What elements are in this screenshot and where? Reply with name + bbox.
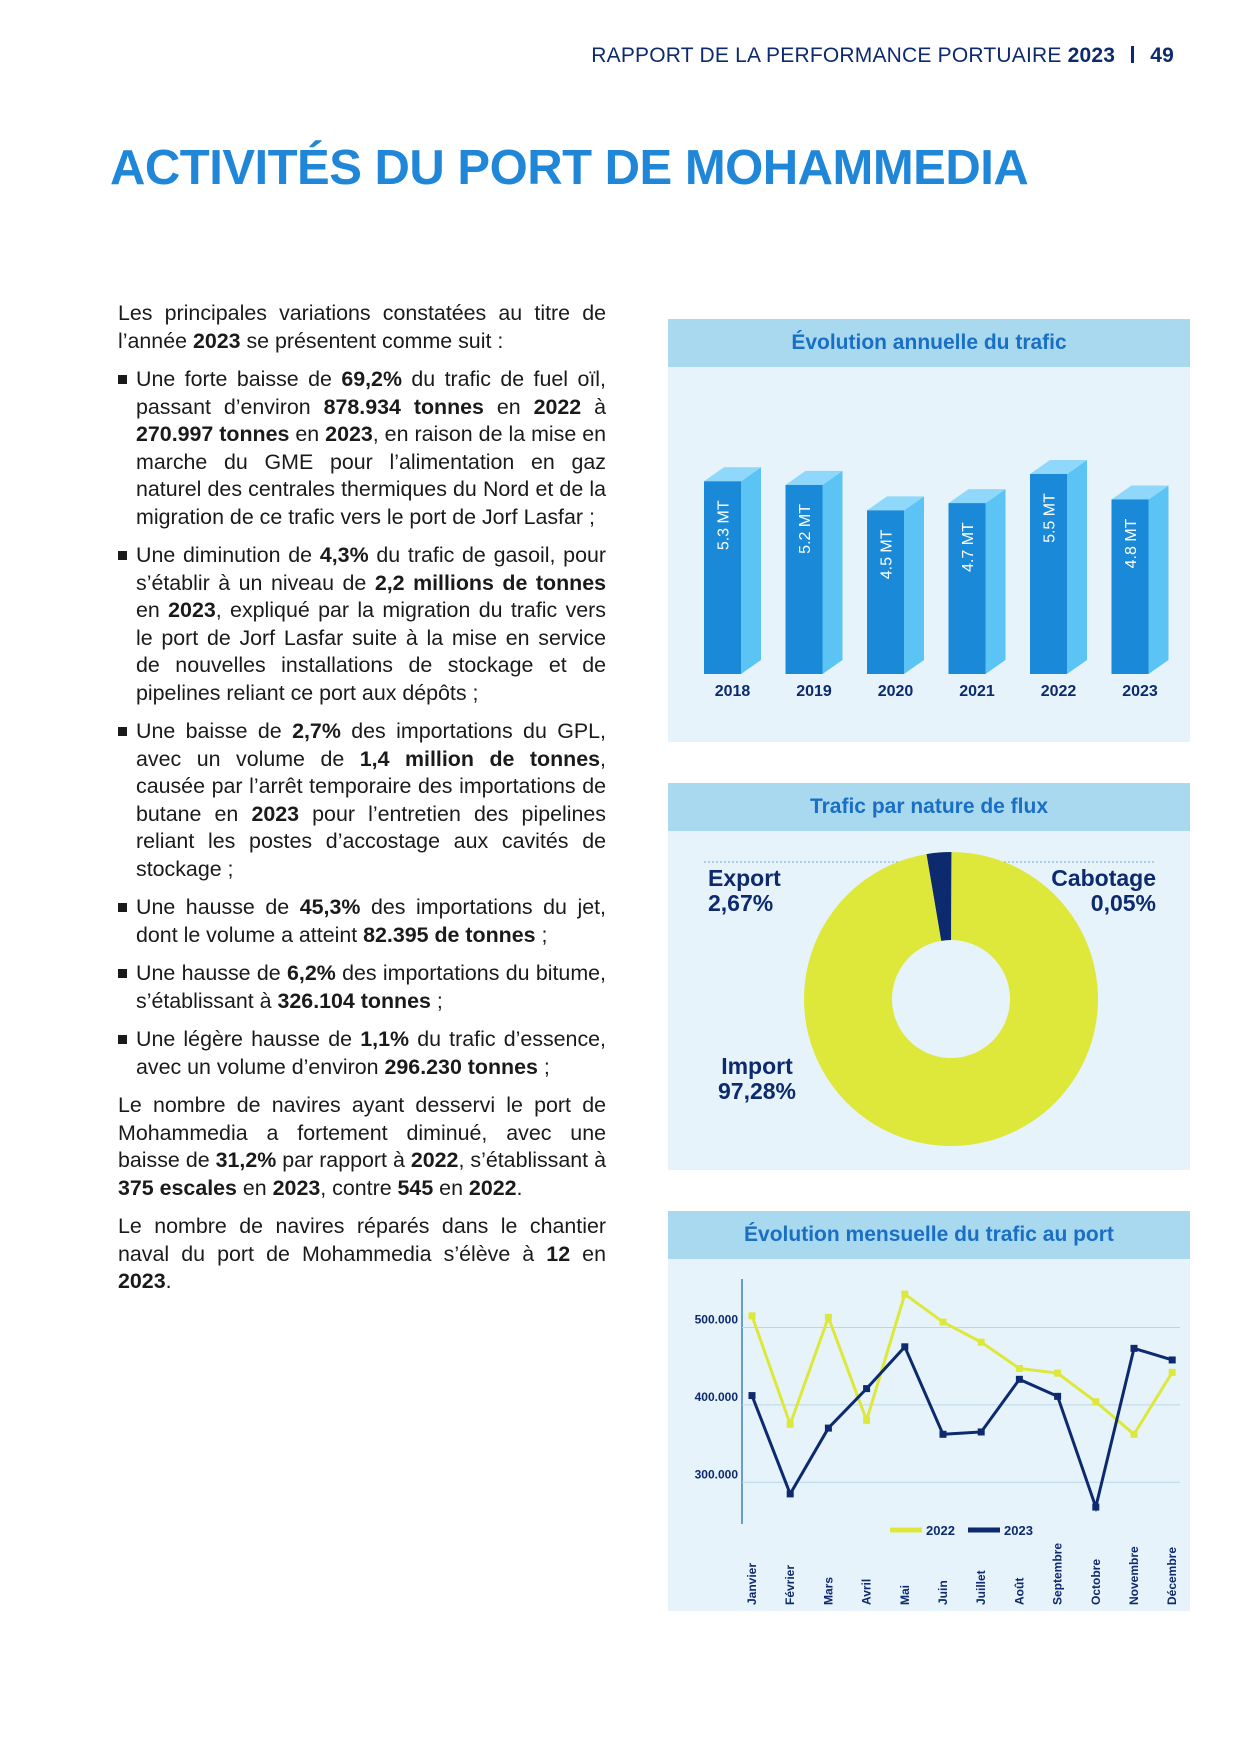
bar-2019 xyxy=(786,471,843,700)
data-point-2023 xyxy=(825,1425,832,1432)
list-item-segment: du trafic de fuel oïl, passant d’environ xyxy=(136,367,606,419)
list-item-segment: ; xyxy=(535,922,548,947)
export-pct: 2,67% xyxy=(708,890,774,916)
data-point-2022 xyxy=(787,1421,794,1428)
list-item-segment: 6,2% xyxy=(286,961,336,985)
x-tick-label: Octobre xyxy=(1088,1558,1103,1605)
list-item-segment: , en raison de la mise en marche du GME pour l’alimentation en gaz naturel des centrales thermiques du Nord et de la migration de ce trafic vers le port de Jorf Lasfar ; xyxy=(136,422,606,529)
list-item-segment: 2023 xyxy=(168,598,216,622)
list-item-segment: 2023 xyxy=(251,801,300,826)
list-item xyxy=(118,894,606,949)
export-name: Export xyxy=(708,865,781,891)
cabotage-pct: 0,05% xyxy=(1090,890,1156,916)
monthly-traffic-title: Évolution mensuelle du trafic au port xyxy=(668,1211,1190,1259)
bar-value-label: 5.5 MT xyxy=(1041,493,1059,543)
list-item-segment: Une hausse de xyxy=(136,961,287,985)
square-bullet-icon xyxy=(118,375,127,384)
list-item-segment: ; xyxy=(537,1054,550,1079)
list-item xyxy=(118,1026,606,1081)
list-item-segment: en xyxy=(136,598,169,622)
list-item-segment: Une diminution de xyxy=(136,543,320,567)
y-tick-label: 500.000 xyxy=(694,1312,738,1327)
x-tick-label: Mars xyxy=(821,1576,836,1605)
list-item-segment: 878.934 tonnes xyxy=(323,394,484,419)
repairs-segment: . xyxy=(165,1269,172,1293)
bar-side xyxy=(823,471,843,674)
bar-2021 xyxy=(949,489,1006,700)
square-bullet-icon xyxy=(118,969,127,978)
monthly-traffic-chart xyxy=(668,1259,1190,1611)
annual-traffic-title: Évolution annuelle du trafic xyxy=(668,319,1190,367)
list-item-segment: ; xyxy=(430,988,443,1013)
list-item-segment: 2022 xyxy=(533,394,582,419)
bar-value-label: 5.2 MT xyxy=(797,504,814,554)
data-point-2023 xyxy=(1016,1376,1023,1383)
bar-value-label: 4.7 MT xyxy=(960,522,977,572)
list-item xyxy=(118,366,606,531)
bar-category-label: 2020 xyxy=(877,683,914,700)
ships-segment: 2023 xyxy=(272,1175,321,1200)
list-item-segment: 2023 xyxy=(325,422,373,446)
data-point-2023 xyxy=(787,1490,794,1497)
bar-side xyxy=(986,489,1006,674)
bar-category-label: 2018 xyxy=(714,683,751,700)
series-line-2022 xyxy=(752,1294,1172,1434)
list-item-segment: 1,4 million de tonnes xyxy=(359,746,601,771)
x-tick-label: Juillet xyxy=(974,1570,989,1605)
ships-segment: 375 escales xyxy=(118,1175,237,1200)
square-bullet-icon xyxy=(118,903,127,912)
ships-segment: , s’établissant à xyxy=(458,1148,606,1172)
intro-segment: Les principales variations constatées au titre de l’année xyxy=(118,301,606,353)
square-bullet-icon xyxy=(118,551,127,560)
y-tick-label: 300.000 xyxy=(694,1467,738,1482)
header-separator xyxy=(1131,46,1134,63)
running-header xyxy=(591,44,1174,68)
list-item-segment: , expliqué par la migration du trafic vers le port de Jorf Lasfar suite à la mise en service de nouvelles installations de stockage et de pipelines reliant ce port aux dépôts ; xyxy=(136,598,606,705)
list-item-segment: 296.230 tonnes xyxy=(384,1054,538,1079)
ships-paragraph xyxy=(118,1092,606,1202)
x-tick-label: Février xyxy=(783,1564,798,1605)
list-item-segment: 270.997 tonnes xyxy=(136,422,290,446)
list-item xyxy=(118,960,606,1015)
list-item-segment: du trafic de gasoil, pour s’établir à un niveau de xyxy=(136,543,606,595)
list-item-segment: 1,1% xyxy=(360,1027,409,1051)
x-tick-label: Janvier xyxy=(745,1562,759,1605)
ships-segment: en xyxy=(433,1175,469,1200)
data-point-2023 xyxy=(978,1428,985,1435)
data-point-2022 xyxy=(1131,1431,1138,1438)
list-item-segment: des importations du GPL, avec un volume de xyxy=(136,719,606,771)
bar-2020 xyxy=(867,496,924,700)
list-item-segment: des importations du jet, dont le volume a atteint xyxy=(136,895,606,947)
list-item-segment: 2,2 millions de tonnes xyxy=(374,570,606,595)
bar-side xyxy=(904,496,924,674)
annual-traffic-panel xyxy=(668,319,1190,742)
import-label xyxy=(718,1054,796,1104)
variations-list xyxy=(118,366,606,1081)
report-year: 2023 xyxy=(1067,44,1116,67)
data-point-2022 xyxy=(825,1314,832,1321)
list-item xyxy=(118,718,606,883)
ships-segment: 545 xyxy=(397,1175,434,1200)
data-point-2022 xyxy=(901,1291,908,1298)
bar-2022 xyxy=(1030,460,1087,700)
list-item-segment: 4,3% xyxy=(319,543,369,567)
square-bullet-icon xyxy=(118,727,127,736)
bar-value-label: 4.8 MT xyxy=(1123,518,1140,569)
ships-segment: , contre xyxy=(320,1175,398,1200)
export-label xyxy=(708,866,781,916)
data-point-2023 xyxy=(863,1385,870,1392)
x-tick-label: Mai xyxy=(897,1584,912,1605)
flux-panel xyxy=(668,783,1190,1170)
cabotage-name: Cabotage xyxy=(1051,865,1156,891)
data-point-2022 xyxy=(749,1312,756,1319)
bar-value-label: 4.5 MT xyxy=(878,529,896,580)
list-item-segment: 45,3% xyxy=(299,895,361,919)
list-item-segment: 2,7% xyxy=(292,719,341,743)
import-pct: 97,28% xyxy=(718,1078,797,1104)
cabotage-label xyxy=(1051,866,1156,916)
repairs-segment: Le nombre de navires réparés dans le chantier naval du port de Mohammedia s’élève à xyxy=(118,1214,606,1266)
ships-segment: . xyxy=(516,1175,523,1200)
series-line-2023 xyxy=(752,1347,1172,1507)
list-item-segment: Une forte baisse de xyxy=(136,367,342,391)
legend-label-2022: 2022 xyxy=(926,1523,955,1538)
list-item-segment: des importations du bitume, s’établissant à xyxy=(136,961,606,1013)
intro-paragraph xyxy=(118,300,606,355)
x-tick-label: Décembre xyxy=(1165,1546,1180,1605)
data-point-2022 xyxy=(863,1417,870,1424)
list-item-segment: , causée par l’arrêt temporaire des importations de butane en xyxy=(136,746,606,826)
list-item-segment: du trafic d’essence, avec un volume d’environ xyxy=(136,1027,606,1079)
bar-side xyxy=(741,467,761,674)
list-item-segment: 82.395 de tonnes xyxy=(363,922,536,947)
data-point-2022 xyxy=(1169,1369,1176,1376)
flux-title: Trafic par nature de flux xyxy=(668,783,1190,831)
y-tick-label: 400.000 xyxy=(694,1389,738,1404)
list-item-segment: en xyxy=(483,394,534,419)
square-bullet-icon xyxy=(118,1035,127,1044)
x-tick-label: Septembre xyxy=(1050,1542,1065,1605)
page-title: ACTIVITÉS DU PORT DE MOHAMMEDIA xyxy=(110,141,1029,195)
monthly-traffic-panel xyxy=(668,1211,1190,1611)
bar-category-label: 2022 xyxy=(1040,683,1077,700)
data-point-2022 xyxy=(940,1319,947,1326)
data-point-2023 xyxy=(1054,1393,1061,1400)
repairs-segment: 2023 xyxy=(118,1269,166,1293)
ships-segment: 2022 xyxy=(468,1175,517,1200)
page-number: 49 xyxy=(1150,44,1174,67)
bar-2018 xyxy=(704,467,761,700)
ships-segment: Le nombre de navires ayant desservi le port de Mohammedia a fortement diminué, avec une baisse de xyxy=(118,1093,606,1172)
bar-side xyxy=(1149,485,1169,674)
repairs-segment: 12 xyxy=(546,1241,571,1266)
x-tick-label: Juin xyxy=(936,1580,950,1605)
list-item-segment: 69,2% xyxy=(341,367,402,391)
data-point-2023 xyxy=(749,1392,756,1399)
list-item-segment: en xyxy=(289,422,326,446)
data-point-2022 xyxy=(1016,1365,1023,1372)
list-item-segment: Une baisse de xyxy=(136,719,293,743)
import-name: Import xyxy=(721,1053,793,1079)
data-point-2023 xyxy=(1092,1504,1099,1511)
data-point-2023 xyxy=(940,1431,947,1438)
list-item-segment: pour l’entretien des pipelines reliant les postes d’accostage aux cavités de stockage ; xyxy=(136,801,606,881)
bar-category-label: 2023 xyxy=(1122,683,1158,700)
data-point-2023 xyxy=(901,1343,908,1350)
report-title: RAPPORT DE LA PERFORMANCE PORTUAIRE xyxy=(591,44,1062,67)
list-item-segment: à xyxy=(581,394,606,419)
intro-segment: 2023 xyxy=(192,328,241,353)
bar-category-label: 2021 xyxy=(959,683,995,700)
data-point-2023 xyxy=(1169,1356,1176,1363)
body-text xyxy=(118,300,606,1307)
intro-segment: se présentent comme suit : xyxy=(240,328,504,353)
data-point-2022 xyxy=(1092,1398,1099,1405)
list-item-segment: Une hausse de xyxy=(136,895,300,919)
annual-traffic-chart xyxy=(668,367,1190,742)
legend-label-2023: 2023 xyxy=(1004,1523,1033,1538)
x-tick-label: Avril xyxy=(859,1578,874,1605)
bar-side xyxy=(1067,460,1087,674)
x-tick-label: Novembre xyxy=(1127,1546,1141,1605)
bar-category-label: 2019 xyxy=(796,683,832,700)
data-point-2022 xyxy=(1054,1370,1061,1377)
ships-segment: 31,2% xyxy=(215,1148,277,1172)
bar-value-label: 5.3 MT xyxy=(715,500,733,551)
list-item xyxy=(118,542,606,707)
ships-segment: en xyxy=(236,1175,273,1200)
x-tick-label: Août xyxy=(1012,1577,1027,1605)
repairs-paragraph xyxy=(118,1213,606,1296)
repairs-segment: en xyxy=(570,1241,606,1266)
ships-segment: par rapport à xyxy=(276,1148,411,1172)
bar-2023 xyxy=(1112,485,1169,700)
data-point-2023 xyxy=(1131,1345,1138,1352)
list-item-segment: 326.104 tonnes xyxy=(277,988,431,1013)
data-point-2022 xyxy=(978,1339,985,1346)
ships-segment: 2022 xyxy=(410,1148,459,1172)
list-item-segment: Une légère hausse de xyxy=(136,1027,361,1051)
